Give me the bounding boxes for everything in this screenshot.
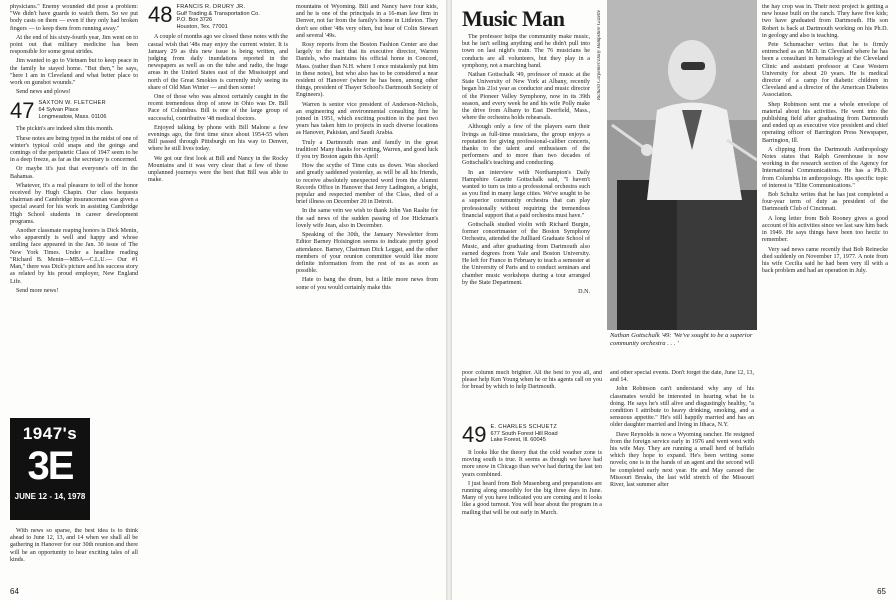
text-paragraph: Hate to bang the drum, but a little more news from some of you would certainly make this: [296, 277, 438, 291]
text-paragraph: In an interview with Northampton's Daily Hampshire Gazette Gottschalk said, "I haven't wanted to turn us into a professional orchestra such as you find in many large cities. We've sought to be a superior community orchestra that can play professionally without requiring the tremendous financial support that a paid orchestra must have.": [462, 169, 590, 219]
secretary-name: SAXTON W. FLETCHER: [38, 100, 106, 107]
left-column-2: [148, 4, 288, 588]
secretary-name: FRANCIS R. DRURY JR.: [176, 4, 246, 10]
left-page: [0, 0, 446, 600]
text-paragraph: Jim wanted to go to Vietnam but to keep peace in the family he stayed home. "But then," he says, "here I am in Cleveland and what better place to work on gunshot wounds.": [10, 58, 138, 87]
text-paragraph: Send news and plows!: [16, 89, 71, 96]
secretary-name: E. CHARLES SCHUETZ: [490, 424, 558, 430]
conductor-photo-image: [607, 0, 757, 330]
text-paragraph: Enjoyed talking by phone with Bill Malone a few evenings ago, the first time since about 1954-55 when Bill passed through Pittsburgh on his way to Denver, where he still lives today.: [148, 124, 288, 153]
right-page: [452, 0, 896, 600]
right-column-3: [610, 370, 754, 588]
text-paragraph: In the same vein we wish to thank John Van Raalte for the sad news of the sudden passing of Joe Hickman's lovely wife Jean, also in December.: [296, 208, 438, 229]
class-number: 49: [462, 422, 487, 447]
text-paragraph: A couple of months ago we closed these notes with the casual wish that '48s may enjoy the current winter. It is January 29 as this new issue is being written, and judging from daily inundations reported in the newspapers as well as on the tube and radio, the huge areas in the United States east of the Mississippi and north of the Great Smokies is currently truly seeing its share of Old Man Winter — and then some!: [148, 34, 288, 91]
text-paragraph: John Robinson can't understand why any of his classmates would be interested in hearing what he is doing. He says he's still alive and disgustingly healthy, "a condition I attribute to heavy drinking, smoking, and a sensuous appetite." He's still happily married and has an older daughter married and living in Ithaca, N.Y.: [610, 386, 754, 429]
text-paragraph: Or maybe it's just that everyone's off in the Bahamas.: [10, 166, 138, 180]
text-paragraph: Very sad news came recently that Bob Reinecke died suddenly on November 17, 1977. A note from his wife Cecilia said he had been very ill with a back problem and had an operation in July.: [762, 246, 888, 275]
left-column-3: [296, 4, 438, 588]
secretary-city: Lake Forest, Ill. 60045: [490, 437, 546, 444]
right-column-bottom: [462, 370, 602, 410]
text-paragraph: Rosy reports from the Boston Fashion Center are due largely to the fact that its executive director, Warren Daniels, who maintains his official home in Concord, Mass. (rather than N.H. where I once mistakenly put him in these notes), but who also has to be considered a near resident of Hanover (where he has been, among other things, president of Thayer School's Dartmouth Society of Engineers).: [296, 42, 438, 99]
secretary-street: Gulf Trading & Transportation Co.: [176, 10, 260, 17]
text-paragraph: poor column much brighter. All the best to you all, and please help Ken Young when he or his agents call on you for bread by which to help Dartmouth.: [462, 370, 602, 391]
reunion-logo: [10, 418, 90, 520]
text-paragraph: How the scythe of Time cuts us down. Was shocked and greatly saddened yesterday, as will be all his friends, to receive absolutely unexpected word from the Alumni Records Office in Hanover that Jerry Ladington, a bright, popular and respected member of the Class, died of a brief illness on December 20 in Detroit.: [296, 163, 438, 206]
class-header-48: [148, 4, 288, 30]
photo-caption: Nathan Gottschalk '49: 'We've sought to be a superior community orchestra . . . ': [610, 332, 753, 347]
secretary-address: [490, 424, 557, 444]
text-paragraph: Send more news!: [16, 287, 59, 294]
text-paragraph: the hay crop was in. Their next project is getting a new house built on the ranch. They have five kids; two have graduated from Dartmouth. His son Robert is back at Dartmouth working on his Ph.D. in geology and also is teaching.: [762, 4, 888, 39]
class-number: 47: [10, 98, 35, 124]
text-paragraph: A long letter from Bob Rooney gives a good account of his activities since we last saw him back in 1949. He says things have been too hectic to remember.: [762, 215, 888, 244]
text-paragraph: Although only a few of the players earn their livings as full-time musicians, the group enjoys a reputation for giving professional-caliber concerts, thanks to the talent and enthusiasm of the performers and to more than two decades of Gottschalk's teaching and conducting.: [462, 124, 590, 167]
secretary-street: 677 South Forest Hill Road: [490, 430, 558, 437]
text-paragraph: One of those who was almost certainly caught in the recent tremendous drop of snow in Ohio was Dr. Bill Pace of Columbus. Bill is one of the large group of successful, contributive '48 medical doctors.: [148, 94, 288, 122]
article-title: Music Man: [462, 6, 565, 31]
secretary-city: Longmeadow, Mass. 01106: [38, 113, 107, 120]
secretary-address: [38, 100, 106, 120]
class-header-47: [10, 100, 138, 122]
text-paragraph: Nathan Gottschalk '49, professor of music at the State University of New York at Albany, recently began his 21st year as conductor and music director of the Pioneer Valley Symphony, now in its 39th season, and every week he and his wife Polly make the drive from Albany to East Deerfield, Mass., where the orchestra holds rehearsals.: [462, 72, 590, 122]
text-paragraph: Warren is senior vice president of Anderson-Nichols, an engineering and environmental consulting firm he joined in 1951, which exciting position in the past two years has taken him to projects in such diverse locations as Hanover, Pakistan, and Saudi Arabia.: [296, 101, 438, 137]
text-paragraph: Speaking of the 30th, the January Newsletter from Editor Barney Hoisington seems to indicate pretty good attendance. Barney, Chairman Dick Leggat, and the other members of your reunion committee would like more definite information from the rest of us as soon as possible.: [296, 232, 438, 275]
text-paragraph: and other special events. Don't forget the date, June 12, 13, and 14.: [610, 370, 754, 384]
text-paragraph: The professor helps the community make music, but he isn't selling anything and he didn't pull into town on last night's train. The 76 musicians he conducts are all volunteers, but they play in a symphony, not a marching band.: [462, 34, 590, 69]
right-column-4: [762, 4, 888, 588]
left-column-1: [10, 4, 138, 414]
text-paragraph: mountains of Wyoming. Bill and Nancy have four kids, and he is one of the principals in a 16-man law firm in Denver, not far from the family's home in Littleton. They don't see other '48s very often, but hear of Colin Stewart and several '49s.: [296, 4, 438, 39]
text-paragraph: Bob Schultz writes that he has just completed a four-year term of duty as president of the Dartmouth Club of Cincinnati.: [762, 192, 888, 213]
photo-credit: Richard Carpenter/Daily Hampshire Gazette: [597, 10, 602, 101]
right-column-2: [462, 420, 602, 588]
left-column-1-tail: [10, 528, 138, 586]
text-paragraph: Shep Robinson sent me a whole envelope of material about his activities. He went into the publishing field after graduating from Dartmouth and ended up as executive vice president and chief operating officer of Barrington Press Newspaper, Barrington, Ill.: [762, 101, 888, 144]
text-paragraph: A clipping from the Dartmouth Anthropology Notes states that Ralph Greenhouse is now working in the research section of the Agency for International Communications. He has a Ph.D. from Columbia in anthropology. His specific topic of interest is "Elite Communications.": [762, 146, 888, 189]
class-number: 48: [148, 4, 173, 27]
text-paragraph: Truly a Dartmouth man and family in the great tradition! Many thanks for writing, Warren, and good luck if you try Boston again this April!: [296, 139, 438, 161]
secretary-pobox: P.O. Box 3726: [176, 17, 213, 24]
text-paragraph: It looks like the theory that the cold weather zone is moving south is true. It seems as though we have had more snow in Chicago than we've had during the last ten years combined.: [462, 450, 602, 478]
text-paragraph: Gottschalk studied violin with Richard Burgin, former concertmaster of the Boston Symphony Orchestra, attended the Juilliard Graduate School of Music, and after graduating from Dartmouth also earned degrees from Yale and Boston University. He left for France in February to teach a semester at the University of Paris and to conduct seminars and chamber music workshops during a tour arranged by the State Department.: [462, 222, 590, 286]
reunion-logo-year: 1947's: [22, 424, 78, 443]
right-column-1: [462, 34, 590, 364]
reunion-logo-number: 3E: [27, 444, 73, 488]
text-paragraph: These notes are being typed in the midst of one of winter's typical cold snaps and the goings and comings of the peripatetic Class of 1947 seem to be in a deep freeze, as far as the secretary is concerned.: [10, 135, 138, 164]
text-paragraph: The pickin's are indeed slim this month.: [16, 126, 114, 133]
text-paragraph: Pete Schumacher writes that he is firmly entrenched as an M.D. in Cleveland where he has been a consultant in hematology at the Cleveland Clinic and assistant professor at Case Western University for about 20 years. He is medical director of a camp for diabetic children in Cleveland and a director of the American Diabetes Association.: [762, 42, 888, 99]
reunion-logo-dates: JUNE 12 - 14, 1978: [14, 492, 86, 501]
secretary-city: Houston, Tex. 77001: [176, 23, 228, 30]
page-number-left: 64: [10, 587, 19, 596]
text-paragraph: Whatever, it's a real pleasure to tell of the honor received by Hugh Chapin. Our class bequests chairman and Cambridge insuranceman was given a special award for his work in assisting Cambridge High School students in career development programs.: [10, 182, 138, 225]
secretary-address: [176, 4, 259, 30]
article-initials: D.N.: [578, 288, 590, 295]
text-paragraph: Dave Reynolds is now a Wyoming rancher. He resigned from the foreign service early in 1976 and went west with his wife May. They are running a small herd of buffalo which they hope to expand. He's been writing some novels; one is in the hands of an agent and the second will be completed early next year. He and May canoed the Missouri Breaks, the last wild stretch of the Missouri River, last summer after: [610, 431, 754, 489]
secretary-street: 64 Sylvan Place: [38, 107, 79, 114]
text-paragraph: At the end of his sixty-fourth year, Jim went on to point out that military medicine has been responsible for some great strides.: [10, 34, 138, 56]
text-paragraph: We got our first look at Bill and Nancy in the Rocky Mountains and it was very clear that a few of those unplanned journeys were the best that Bill was able to make.: [148, 155, 288, 184]
class-header-49: [462, 424, 602, 446]
text-paragraph: physicians." Enemy wounded did pose a problem: "We didn't have guards to watch them. So we put body casts on them — even if they only had broken fingers — to keep them from running away.": [10, 4, 138, 32]
conductor-photo: [607, 0, 757, 330]
text-paragraph: With news so sparse, the best idea is to think ahead to June 12, 13, and 14 when we shall all be gathering in Hanover for our 30th reunion and there will be an opportunity to hear exciting tales of all kinds.: [10, 528, 138, 563]
text-paragraph: I just heard from Bob Musenberg and preparations are running along smoothly for the big three days in June. Many of you have indicated you are coming and it looks like a good turnout. You will hear about the program in a mailing that will be out early in March.: [462, 480, 602, 516]
text-paragraph: Another classmate reaping honors is Dick Menin, who apparently is well and happy and whose smiling face appeared in the Jan. 30 issue of The New York Times. Under a headline reading "Richard B. Menin—MBA—C.L.U.— Our #1 Man," there was Dick's picture and his success story as related by his proud employer, New England Life.: [10, 228, 138, 285]
page-number-right: 65: [877, 587, 886, 596]
